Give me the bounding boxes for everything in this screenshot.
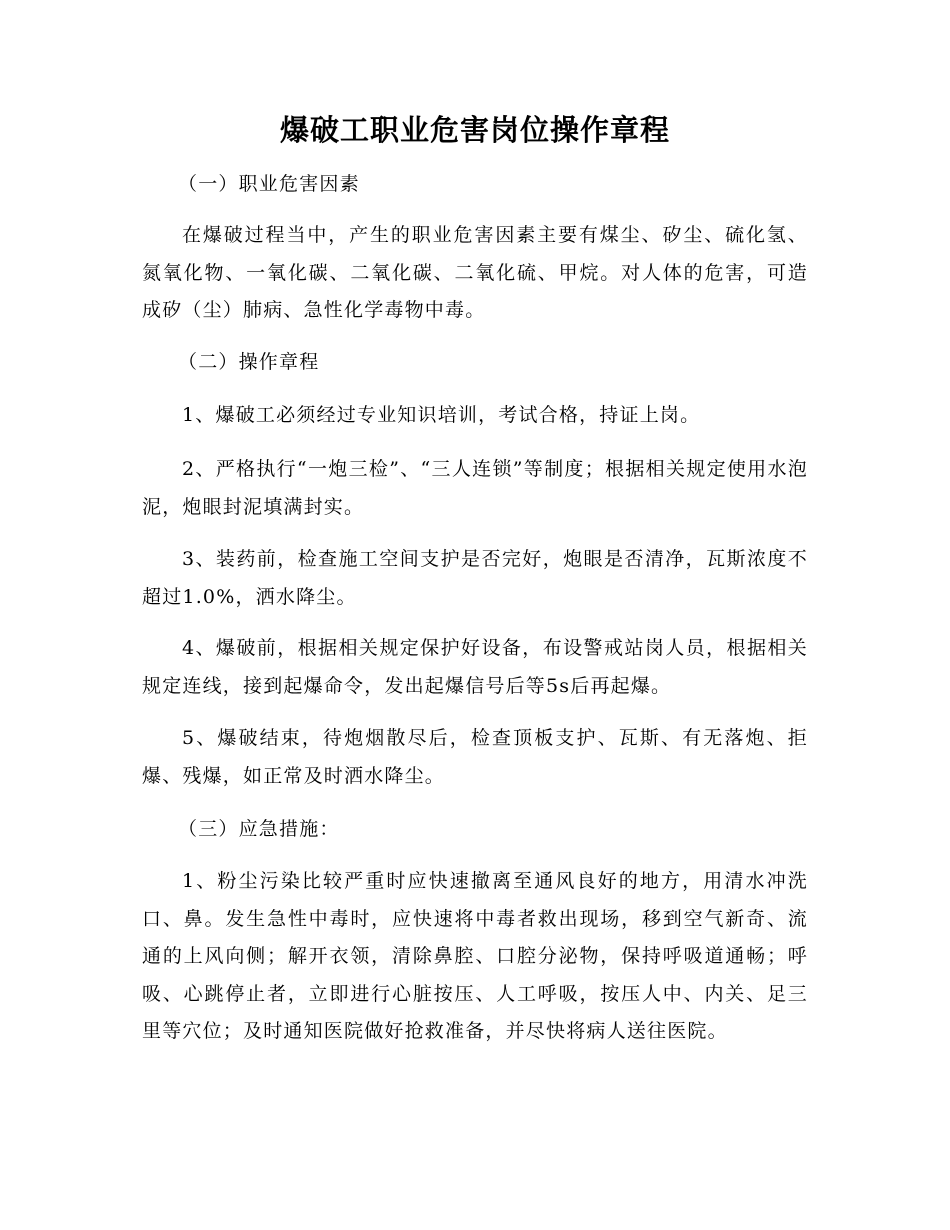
rule-item-1: 1、爆破工必须经过专业知识培训，考试合格，持证上岗。 [182,404,701,426]
paragraph-hazard-factors: 在爆破过程当中，产生的职业危害因素主要有煤尘、矽尘、硫化氢、氮氧化物、一氧化碳、二氧化碳、二氧化硫、甲烷。对人体的危害，可造成矽（尘）肺病、急性化学毒物中毒。 [142,224,808,321]
rule-item-5: 5、爆破结束，待炮烟散尽后，检查顶板支护、瓦斯、有无落炮、拒爆、残爆，如正常及时洒水降尘。 [142,727,808,787]
section-heading-emergency-measures: （三）应急措施： [178,818,340,840]
rule-item-4: 4、爆破前，根据相关规定保护好设备，布设警戒站岗人员，根据相关规定连线，接到起爆命令，发出起爆信号后等5s后再起爆。 [142,637,808,697]
section-heading-operating-rules: （二）操作章程 [178,351,320,373]
emergency-item-1: 1、粉尘污染比较严重时应快速撤离至通风良好的地方，用清水冲洗口、鼻。发生急性中毒时，应快速将中毒者救出现场，移到空气新奇、流通的上风向侧；解开衣领，清除鼻腔、口腔分泌物，保持呼吸道通畅；呼吸、心跳停止者，立即进行心脏按压、人工呼吸，按压人中、内关、足三里等穴位；及时通知医院做好抢救准备，并尽快将病人送往医院。 [142,870,808,1042]
section-heading-occupational-hazards: （一）职业危害因素 [178,173,360,195]
rule-item-2: 2、严格执行“一炮三检”、“三人连锁”等制度；根据相关规定使用水泡泥，炮眼封泥填满封实。 [142,458,808,518]
document-title: 爆破工职业危害岗位操作章程 [279,113,670,147]
rule-item-3: 3、装药前，检查施工空间支护是否完好，炮眼是否清净，瓦斯浓度不超过1.0%，洒水降尘。 [142,548,808,608]
